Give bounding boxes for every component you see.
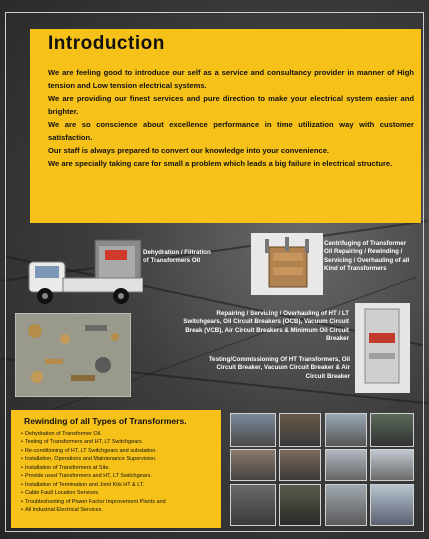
service-item: • Installation of Termination and Joint Kits HT & LT. <box>21 481 166 489</box>
testing-caption: Testing/Commissioning Of HT Transformers, Oil Circuit Breaker, Vacuum Circuit Breaker & Air Circuit Breaker <box>208 356 350 380</box>
services-list <box>21 430 166 515</box>
service-item: • Installation, Operations and Maintenance Supervision. <box>21 455 166 463</box>
service-item: • Troubleshooting of Power Factor Improvement Plants and <box>21 498 166 506</box>
photo-thumbnail <box>279 413 321 447</box>
photo-thumbnail <box>325 484 367 526</box>
photo-thumbnail <box>279 449 321 481</box>
service-item: • All Industrial Electrical Services. <box>21 506 166 514</box>
truck-photo <box>25 236 143 308</box>
photo-thumbnail <box>325 449 367 481</box>
service-item: • Testing of Transformers and HT, LT Switchgears. <box>21 438 166 446</box>
rewinding-title: Rewinding of all Types of Transformers. <box>24 416 187 426</box>
dehydration-caption: Dehydration / Filtration of Transformers Oil <box>143 249 211 265</box>
service-item: • Re-conditioning of HT, LT Switchgears and substation. <box>21 447 166 455</box>
intro-paragraph: We are feeling good to introduce our self as a service and consultancy provider in manner of High tension and Low tension electrical systems. <box>48 68 414 91</box>
intro-paragraph: We are specially taking care for small a problem which leads a big failure in electrical structure. <box>48 159 393 169</box>
photo-thumbnail <box>370 449 414 481</box>
transformer-photo <box>251 233 323 295</box>
intro-paragraph: Our staff is always prepared to convert our knowledge into your convenience. <box>48 146 330 156</box>
breaker-photo <box>355 303 410 393</box>
intro-paragraph: We are providing our finest services and pure direction to make your electrical system easier and brighter. <box>48 94 414 117</box>
introduction-panel <box>30 29 421 223</box>
service-item: • Provide used Transformers and HT, LT Switchgears. <box>21 472 166 480</box>
photo-thumbnail <box>230 484 276 526</box>
service-item: • Dehydration of Transformer Oil. <box>21 430 166 438</box>
photo-thumbnail <box>370 484 414 526</box>
service-item: • Cable Fault Location Services. <box>21 489 166 497</box>
photo-thumbnail <box>279 484 321 526</box>
parts-photo <box>15 313 131 397</box>
repairing-caption: Repairing / Servicing / Overhauling of HT / LT Switchgears, Oil Circuit Breakers (OCB), Vacuum Circuit Break (VCB), Air Circuit Breakers & Minimum Oil Circuit Breaker <box>183 310 349 342</box>
rewinding-panel <box>11 410 221 528</box>
photo-thumbnail <box>325 413 367 447</box>
intro-title: Introduction <box>48 33 165 54</box>
service-item: • Installation of Transformers at Site. <box>21 464 166 472</box>
photo-thumbnail <box>370 413 414 447</box>
centrifuging-caption: Centrifuging of Transformer Oil Repairing / Rewinding / Servicing / Overhauling of all Kind of Transformers <box>324 240 410 272</box>
intro-paragraph: We are so conscience about excellence performance in time utilization way with customer satisfaction. <box>48 120 414 143</box>
intro-body <box>48 66 414 170</box>
photo-thumbnail <box>230 449 276 481</box>
photo-thumbnail <box>230 413 276 447</box>
